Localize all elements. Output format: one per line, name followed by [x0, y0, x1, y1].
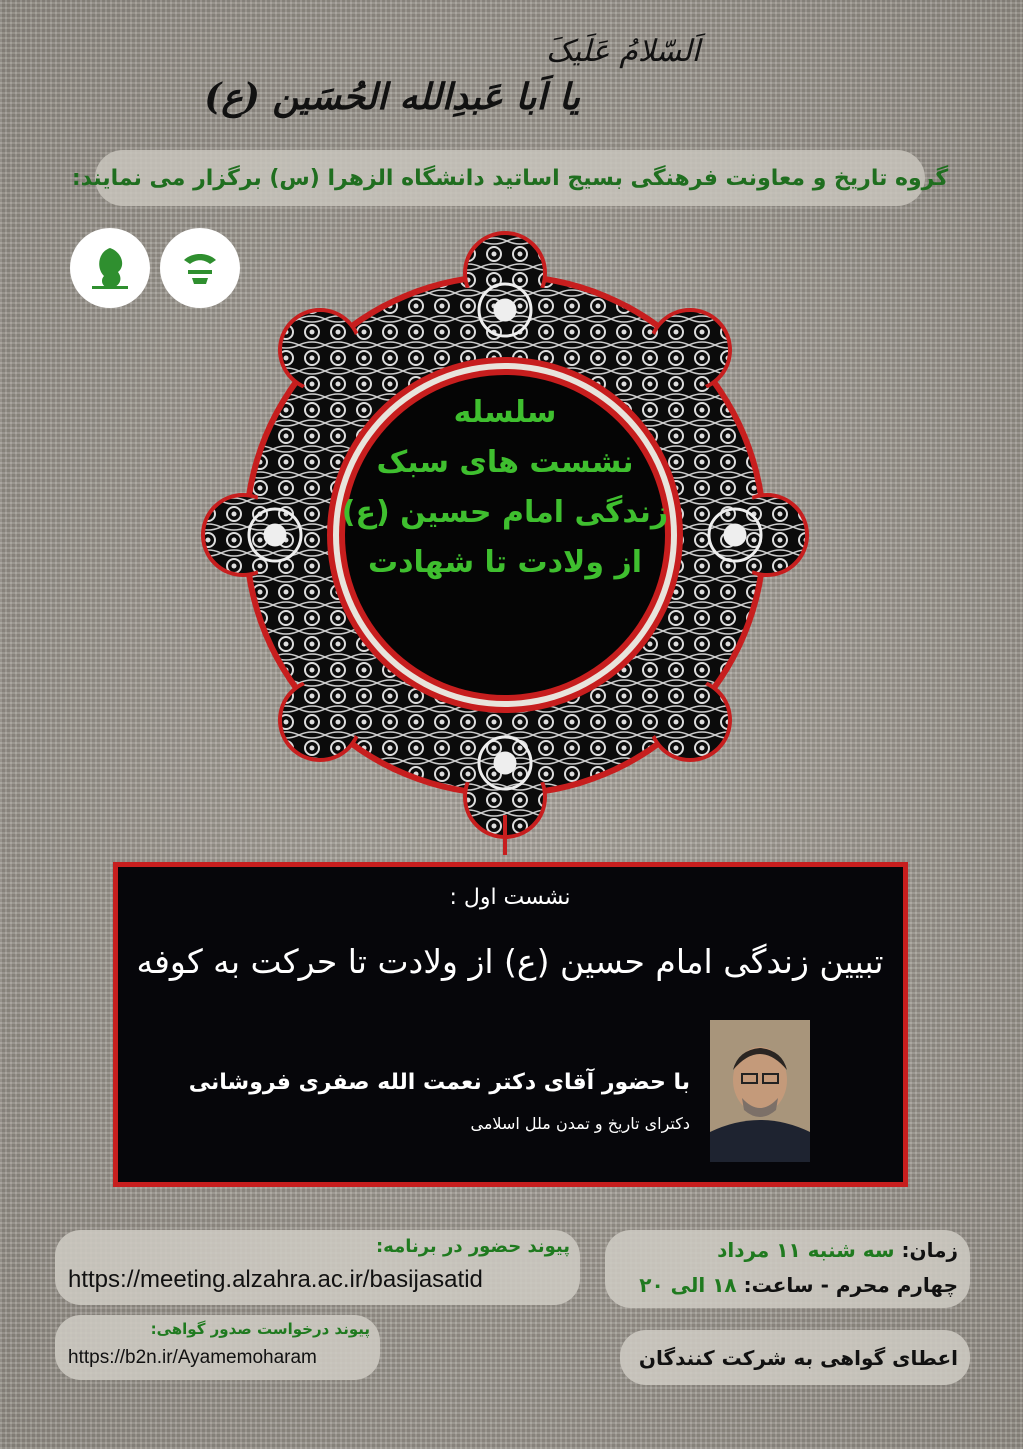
series-title-line-4: از ولادت تا شهادت — [367, 545, 643, 580]
series-title-line-2: نشست های سبک — [376, 445, 634, 480]
schedule-line-2 — [615, 1273, 958, 1297]
session-label: نشست اول : — [449, 885, 571, 910]
university-logo — [70, 228, 150, 308]
greeting-calligraphy — [204, 30, 720, 130]
speaker-portrait-icon — [710, 1020, 810, 1162]
speaker-photo — [710, 1020, 810, 1162]
schedule-hours: ۱۸ الی ۲۰ — [639, 1273, 737, 1297]
award-text: اعطای گواهی به شرکت کنندگان — [638, 1346, 958, 1370]
greeting-line-1: اَلسّلامُ عَلَیکَ — [546, 34, 700, 69]
university-logo-icon — [80, 238, 140, 298]
greeting-line-2: یا اَبا عَبدِالله الحُسَین (ع) — [204, 76, 580, 118]
certificate-label: پیوند درخواست صدور گواهی: — [150, 1320, 370, 1338]
organizer-banner — [71, 150, 949, 206]
schedule-date: سه شنبه ۱۱ مرداد — [717, 1238, 895, 1262]
speaker-name: با حضور آقای دکتر نعمت الله صفری فروشانی — [188, 1070, 690, 1095]
attendance-label: پیوند حضور در برنامه: — [375, 1236, 570, 1257]
schedule-line-1 — [615, 1238, 958, 1262]
session-title: تبیین زندگی امام حسین (ع) از ولادت تا حرکت به کوفه — [136, 942, 884, 981]
series-title-line-3: زندگی امام حسین (ع) — [341, 495, 669, 530]
certificate-link[interactable]: https://b2n.ir/Ayamemoharam — [68, 1347, 317, 1368]
speaker-role: دکترای تاریخ و تمدن ملل اسلامی — [470, 1114, 690, 1133]
time-label: زمان: — [901, 1238, 958, 1262]
attendance-link[interactable]: https://meeting.alzahra.ac.ir/basijasatid — [68, 1266, 483, 1293]
series-title — [335, 388, 675, 588]
series-title-line-1: سلسله — [453, 395, 557, 430]
schedule-day: چهارم محرم - ساعت: — [743, 1273, 958, 1297]
organizer-text: گروه تاریخ و معاونت فرهنگی بسیج اساتید دانشگاه الزهرا (س) برگزار می نمایند: — [71, 165, 949, 191]
